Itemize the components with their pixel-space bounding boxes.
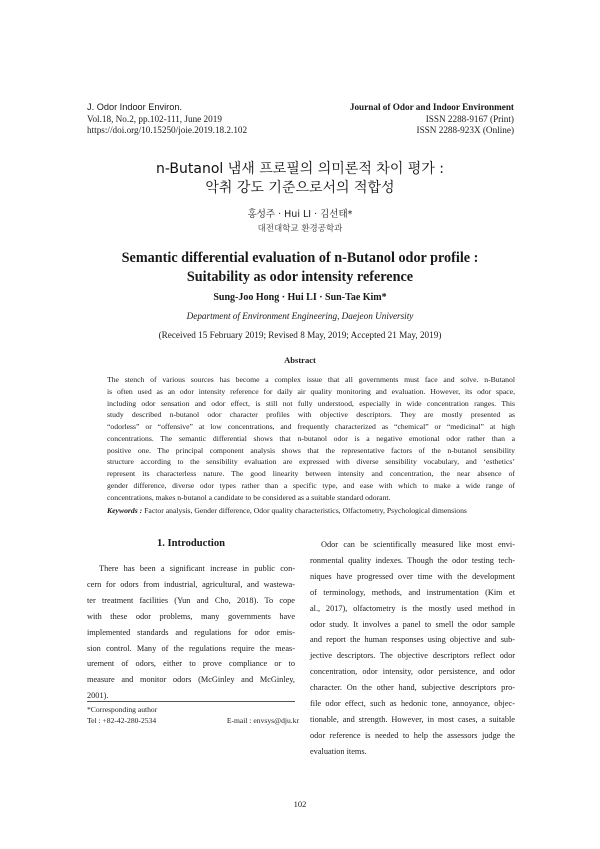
section-title-introduction: 1. Introduction: [156, 538, 226, 549]
keywords-label: Keywords :: [107, 506, 143, 515]
body-line: al., 2017), olfactometry is the mostly used method in: [310, 603, 515, 613]
abstract-line: structure according to the sensibility evaluation are expressed with diverse sensibility vocabulary, and ‘esthetics’: [107, 457, 515, 467]
abstract-line: positive one. The principal component analysis shows that the representative factors of the n-butanol sensibility: [107, 445, 515, 455]
journal-full-name: Journal of Odor and Indoor Environment: [349, 102, 514, 112]
body-line: sion control. Many of the regulations require the meas-: [87, 643, 295, 653]
body-line: 2001).: [87, 691, 109, 701]
keywords: [107, 506, 527, 515]
body-line: There has been a significant increase in public con-: [99, 564, 295, 573]
body-line: and report the human responses using objective and sub-: [310, 635, 515, 645]
body-line: measure and monitor odors (McGinley and McGinley,: [87, 675, 295, 685]
abstract-line: gender difference, diverse odor types rather than a specific type, and ease with which to make a wide range of: [107, 481, 515, 491]
issn-print: ISSN 2288-9167 (Print): [425, 113, 514, 124]
abstract-body: [107, 374, 515, 504]
abstract-line: concentrations, makes n-butanol a candidate to be considered as a suitable standard odorant.: [107, 492, 391, 502]
author-email[interactable]: E-mail : envsys@dju.kr: [226, 715, 299, 725]
korean-title-line2: 악취 강도 기준으로서의 적합성: [205, 180, 395, 196]
body-line: jective descriptors. The objective descriptors reflect odor: [310, 651, 515, 661]
korean-authors: 홍성주 · Hui LI · 김선태*: [247, 209, 353, 220]
footnote: [87, 705, 299, 726]
abstract-heading: Abstract: [284, 355, 316, 365]
body-line: implemented standards and regulations for odor emis-: [87, 627, 295, 637]
submission-dates: (Received 15 February 2019; Revised 8 May, 2019; Accepted 21 May, 2019): [158, 330, 442, 340]
volume-info: Vol.18, No.2, pp.102-111, June 2019: [87, 113, 222, 124]
abstract-line: study described n-butanol odor character profiles with objective descriptors. They are mostly presented as: [107, 410, 515, 420]
body-line: character. On the other hand, subjective descriptors pro-: [310, 683, 515, 693]
page-number: 102: [293, 799, 307, 809]
abstract-line: including odor sensation and odor effect, is still not fully understood, especially in wide concentration ranges. This: [107, 398, 515, 408]
korean-affiliation: 대전대학교 환경공학과: [257, 224, 343, 234]
body-line: ronmental quality indexes. Though the odor testing tech-: [310, 555, 515, 565]
body-line: niques have progressed over time with the development: [310, 571, 515, 581]
body-line: evaluation items.: [310, 746, 367, 756]
body-line: cern for odors from industrial, agricultural, and wastewa-: [87, 579, 295, 589]
abstract-line: is often used as an odor intensity reference for daily air quality monitoring and evaluation. However, its odor space,: [107, 386, 515, 396]
issn-online: ISSN 2288-923X (Online): [416, 125, 514, 136]
body-line: Odor can be scientifically measured like most envi-: [321, 540, 515, 549]
korean-title-line1: n-Butanol 냄새 프로필의 의미론적 차이 평가 :: [155, 161, 445, 177]
english-title: [0, 249, 600, 286]
journal-abbrev: J. Odor Indoor Environ.: [87, 102, 182, 112]
body-line: of terminology, methods, and instrumentation (Kim et: [310, 587, 515, 597]
footnote-divider: [87, 701, 295, 702]
corresponding-author-note: *Corresponding author: [87, 705, 158, 714]
intro-left-column: [87, 561, 295, 704]
body-line: urement of odors, either to prove compliance or to: [87, 659, 295, 669]
journal-header-right: [350, 102, 514, 137]
body-line: odor study. It involves a panel to smell the odor sample: [310, 619, 515, 629]
author-phone: Tel : +82-42-280-2534: [87, 715, 157, 725]
english-affiliation: Department of Environment Engineering, Daejeon University: [186, 311, 414, 321]
keywords-text: Factor analysis, Gender difference, Odor quality characteristics, Olfactometry, Psychological dimensions: [144, 506, 467, 515]
abstract-line: The stench of various sources has become a complex issue that all governments must face and solve. n-Butanol: [107, 375, 515, 384]
contact-row: [87, 716, 299, 727]
english-title-line2: Suitability as odor intensity reference: [186, 268, 414, 285]
body-line: with these odor problems, many governments have: [87, 611, 295, 621]
body-line: concentration, odor intensity, odor persistence, and odor: [310, 667, 515, 677]
korean-title: [0, 160, 600, 198]
body-line: file odor effect, such as hedonic tone, annoyance, objec-: [310, 699, 515, 709]
body-line: odor reference is needed to help the assessors judge the: [310, 730, 515, 740]
body-line: tionable, and strength. However, in most cases, a suitable: [310, 714, 515, 724]
english-authors: Sung-Joo Hong · Hui LI · Sun-Tae Kim*: [213, 292, 387, 303]
abstract-line: “odorless” or “offensive” at low concentrations, and frequently characterized as “chemical” or “medicinal” at high: [107, 422, 515, 432]
journal-header-left: [87, 102, 247, 137]
abstract-line: concentrations. The semantic differential shows that n-butanol odor is a negative emotional odor rather than a: [107, 433, 515, 443]
intro-right-column: [310, 537, 515, 760]
english-title-line1: Semantic differential evaluation of n-Butanol odor profile :: [121, 250, 479, 266]
doi-link[interactable]: https://doi.org/10.15250/joie.2019.18.2.102: [87, 125, 248, 136]
abstract-line: represent its characterless nature. The good linearity between intensity and concentration, the near absence of: [107, 469, 515, 479]
body-line: ter treatment facilities (Yun and Cho, 2018). To cope: [87, 595, 295, 605]
